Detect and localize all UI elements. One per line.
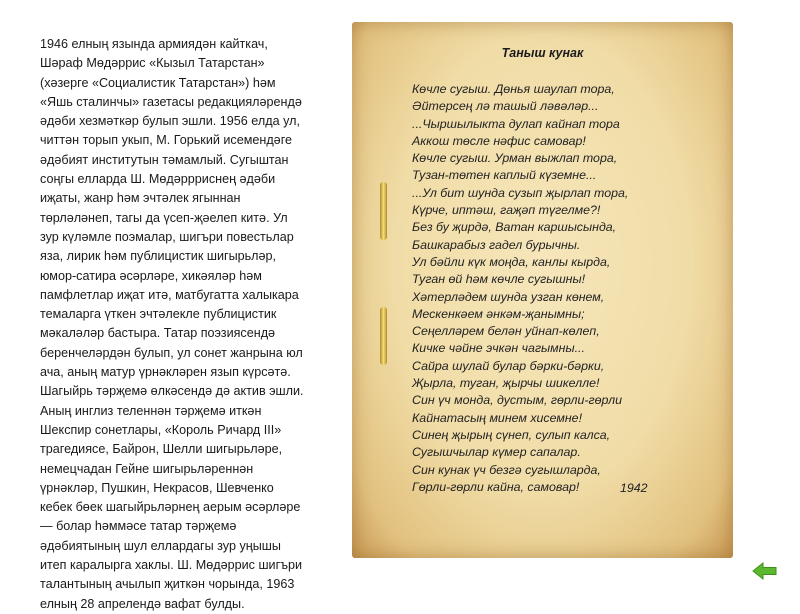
poem-line: ...Ул бит шунда сузып җырлап тора, bbox=[412, 185, 629, 200]
poem-year: 1942 bbox=[620, 481, 648, 495]
poem-line: Көчле сугыш. Дөнья шаулап тора, bbox=[412, 82, 615, 96]
bio-line: үрнәкләр, Пушкин, Некрасов, Шевченко bbox=[40, 480, 274, 495]
arrow-left-icon bbox=[752, 562, 778, 580]
bio-line: юмор-сатира әсәрләре, хикәяләр һәм bbox=[40, 268, 262, 283]
poem-line: Синең җырың сүнеп, сулып калса, bbox=[412, 427, 611, 442]
poem-line: Җырла, туган, җырчы шикелле! bbox=[412, 376, 600, 391]
poem-line: Сеңелләрем белән уйнап-көлеп, bbox=[412, 324, 600, 339]
poem-paper-sheet bbox=[352, 22, 733, 558]
poem-line: Ул бәйли күк моңда, канлы кырда, bbox=[412, 254, 611, 269]
poem-line: Башкарабыз гадел бурычны. bbox=[412, 237, 581, 252]
bio-line: итеп каралырга хаклы. Ш. Мөдәррис шигъри bbox=[40, 558, 303, 573]
bio-line: талантының ачылып җиткән чорында, 1963 bbox=[40, 577, 295, 592]
bio-line: мәкаләләр бастыра. Татар поэзиясендә bbox=[40, 326, 276, 341]
poem-line: Хәтерләдем шунда узган көнем, bbox=[412, 289, 605, 304]
bio-line: читтән торып укып, М. Горький исемендәге bbox=[40, 133, 293, 148]
bio-line: иҗаты, жанр һәм эчтәлек ягыннан bbox=[40, 191, 241, 206]
bio-line: Шагыйрь тәрҗемә өлкәсендә дә актив эшли. bbox=[40, 384, 304, 399]
bio-line: — болар һәммәсе татар тәрҗемә bbox=[40, 519, 237, 534]
bio-line: Шекспир сонетлары, «Король Ричард III» bbox=[40, 422, 282, 437]
bio-line: беренчеләрдән булып, ул сонет жанрына юл bbox=[40, 345, 303, 360]
biography-text bbox=[40, 35, 340, 614]
bio-line: темаларга үткен эчтәлекле публицистик bbox=[40, 307, 277, 322]
bio-line: яза, лирик һәм публицистик шигырьләр, bbox=[40, 249, 277, 264]
staple-bottom bbox=[380, 307, 387, 365]
poem-line: Көчле сугыш. Урман выжлап тора, bbox=[412, 151, 618, 166]
bio-line: трагедиясе, Байрон, Шелли шигырьләре, bbox=[40, 442, 283, 457]
poem-line: Син кунак үч безгә сугышларда, bbox=[412, 462, 601, 477]
poem-line: Сайра шулай булар бәрки-бәрки, bbox=[412, 358, 605, 373]
poem-line: Сугышчылар күмер сапалар. bbox=[412, 445, 581, 460]
poem-text bbox=[412, 81, 628, 496]
poem-line: Гөрли-гөрли кайна, самовар! bbox=[412, 479, 580, 494]
poem-line: Мескенкәем әнкәм-җанымны; bbox=[412, 306, 585, 321]
bio-line: немецчадан Гейне шигырьләреннән bbox=[40, 461, 254, 476]
bio-line: ача, аның матур үрнәкләрен язып күрсәтә. bbox=[40, 365, 291, 380]
bio-line: әдәби хезмәткәр булып эшли. 1956 елда ул, bbox=[40, 114, 300, 129]
bio-line: төрләләнеп, тагы да үсеп-җәелеп китә. Ул bbox=[40, 210, 288, 225]
bio-line: кебек бөек шагыйрьләрнең аерым әсәрләре bbox=[40, 500, 301, 515]
back-arrow-button[interactable] bbox=[752, 562, 778, 580]
bio-line: (хәзерге «Социалистик Татарстан») һәм bbox=[40, 75, 276, 90]
bio-line: Шәраф Мөдәррис «Кызыл Татарстан» bbox=[40, 56, 265, 71]
bio-line: зур күләмле поэмалар, шигъри повестьлар bbox=[40, 229, 294, 244]
bio-line: 1946 елның язында армиядән кайткач, bbox=[40, 37, 268, 51]
poem-line: Син үч монда, дустым, гөрли-гөрли bbox=[412, 393, 623, 408]
poem-line: Аккош төсле нәфис самовар! bbox=[412, 133, 586, 148]
bio-line: соңгы елларда Ш. Мөдәррриснең әдәби bbox=[40, 172, 276, 187]
bio-line: елның 28 апрелендә вафат булды. bbox=[40, 596, 245, 611]
poem-line: Күрче, иптәш, гаҗәп түгелме?! bbox=[412, 203, 601, 218]
poem-line: ...Чыршылыкта дулап кайнап тора bbox=[412, 116, 620, 131]
bio-line: Аның инглиз теленнән тәрҗемә иткән bbox=[40, 403, 262, 418]
bio-line: «Яшь сталинчы» газетасы редакцияләрендә bbox=[40, 94, 302, 109]
poem-line: Кичке чәйне эчкән чагымны... bbox=[412, 341, 585, 356]
bio-line: әдәбиятының шул еллардагы зур уңышы bbox=[40, 538, 281, 553]
poem-line: Туган өй һәм көчле сугышны! bbox=[412, 272, 586, 287]
poem-line: Тузан-төтен каплый күземне... bbox=[412, 168, 597, 183]
poem-line: Кайнатасың минем хисемне! bbox=[412, 410, 583, 425]
bio-line: әдәбият институтын тәмамлый. Сугыштан bbox=[40, 152, 289, 167]
poem-line: Без бу җирдә, Ватан каршысында, bbox=[412, 220, 617, 235]
poem-title: Таныш кунак bbox=[501, 46, 584, 60]
poem-line: Әйтерсең лә ташый ләвәләр... bbox=[412, 99, 599, 114]
staple-top bbox=[380, 182, 387, 240]
bio-line: памфлетлар иҗат итә, матбугатта халыкара bbox=[40, 287, 299, 302]
